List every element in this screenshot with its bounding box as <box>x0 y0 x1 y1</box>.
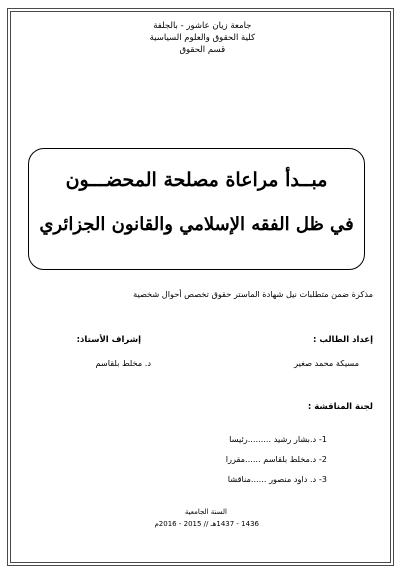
student-name: مسيكة محمد صغير <box>294 358 359 368</box>
title-line-2: في ظل الفقه الإسلامي والقانون الجزائري <box>39 214 354 235</box>
supervisor-label: إشراف الأستاذ: <box>76 335 141 345</box>
supervisor-name: د. مخلط بلقاسم <box>95 358 151 368</box>
academic-year-label: السنة الجامعية <box>184 508 227 516</box>
member-name: د.بشار رشيد <box>273 434 317 444</box>
committee-member-1: 1- د.بشار رشيد .........رئيسا <box>229 434 327 444</box>
member-number: 2- <box>318 454 327 464</box>
committee-member-3: 3- د. داود منصور ......مناقشا <box>227 474 327 484</box>
page-border <box>10 11 391 563</box>
department-name: قسم الحقوق <box>179 45 226 55</box>
memo-note: مذكرة ضمن متطلبات نيل شهادة الماستر حقوق تخصص أحوال شخصية <box>133 289 373 299</box>
prepared-by-label: إعداد الطالب : <box>313 335 373 345</box>
member-name: د.مخلط بلقاسم <box>263 454 317 464</box>
title-box <box>28 148 365 270</box>
faculty-name: كلية الحقوق والعلوم السياسية <box>149 33 255 43</box>
academic-years: 1436 - 1437هـ // 2015 - 2016م <box>154 520 259 528</box>
committee-label: لجنة المناقشة : <box>307 402 373 412</box>
member-number: 3- <box>318 474 327 484</box>
member-role: مقررا <box>225 454 246 464</box>
member-role: مناقشا <box>227 474 251 484</box>
member-role: رئيسا <box>229 434 248 444</box>
member-name: د. داود منصور <box>269 474 317 484</box>
member-number: 1- <box>318 434 327 444</box>
institution-header <box>150 20 255 56</box>
university-name: جامعة زيان عاشور - بالجلفة <box>153 21 252 31</box>
committee-member-2: 2- د.مخلط بلقاسم ......مقررا <box>225 454 327 464</box>
title-line-1: مبــدأ مراعاة مصلحة المحضـــون <box>65 169 328 191</box>
